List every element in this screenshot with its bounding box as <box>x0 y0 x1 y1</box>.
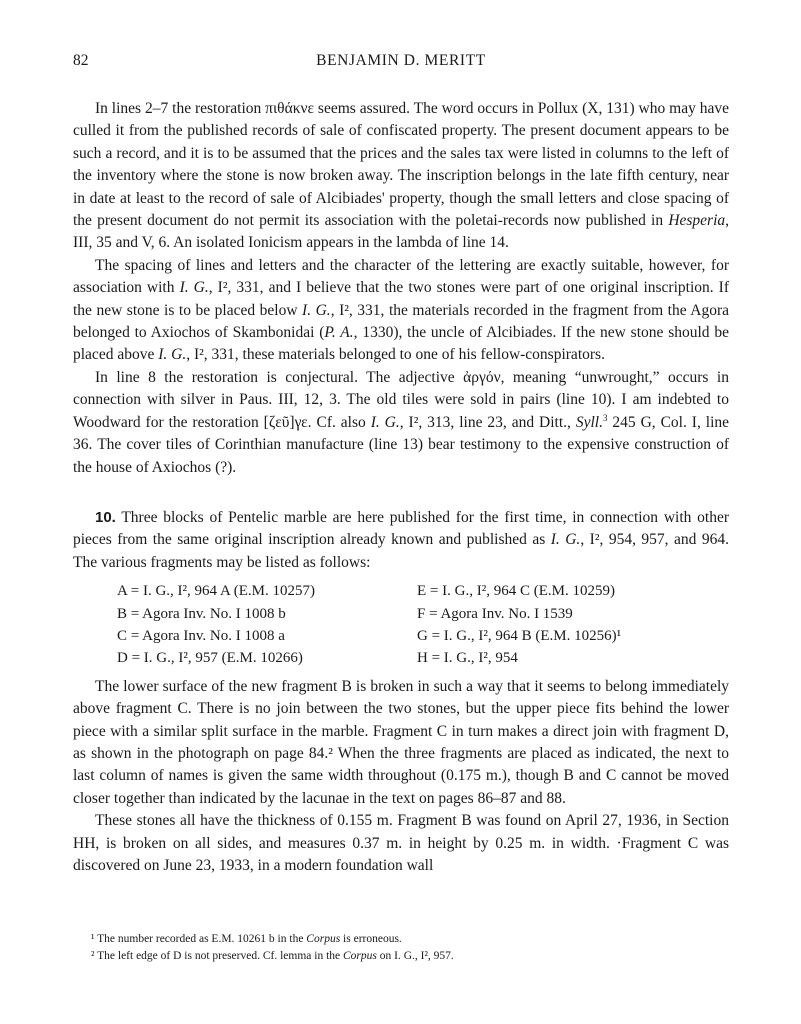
page-number: 82 <box>73 52 89 69</box>
journal-title: Hesperia <box>668 212 726 230</box>
paragraph-1: In lines 2–7 the restoration πιθάκνε seems assured. The word occurs in Pollux (X, 131) who may have culled it from the published records of sale of confiscated property. The present document appears to be such a record, and it is to be assumed that the prices and the sales tax were listed in columns to the left of the inventory where the stone is now broken away. The inscription belongs in the late fifth century, near in date at least to the record of sale of Alcibiades' property, though the small letters and close spacing of the present document do not permit its association with the poletai-records now published in Hesperia, III, 35 and V, 6. An isolated Ionicism appears in the lambda of line 14. <box>73 100 730 252</box>
footnotes <box>73 931 729 965</box>
paragraph-2: The spacing of lines and letters and the character of the lettering are exactly suitable, however, for association with I. G., I², 331, and I believe that the two stones were part of one original inscription. If the new stone is to be placed below I. G., I², 331, the materials recorded in the fragment from the Agora belonged to Axiochos of Skambonidai (P. A., 1330), the uncle of Alcibiades. If the new stone should be placed above I. G., I², 331, these materials belonged to one of his fellow-conspirators. <box>73 256 730 364</box>
paragraph-section-10: 10. Three blocks of Pentelic marble are here published for the first time, in connection with other pieces from the same original inscription already known and published as I. G., I², 954, 957, and 964. The various fragments may be listed as follows: <box>73 508 729 571</box>
paragraph-3: In line 8 the restoration is conjectural. The adjective ἀργόν, meaning “unwrought,” occurs in connection with silver in Paus. III, 12, 3. The old tiles were sold in pairs (line 10). I am indebted to Woodward for the restoration [ζεῦ]γε. Cf. also I. G., I², 313, line 23, and Ditt., Syll.$^3$ 245 G, Col. I, line 36. The cover tiles of Corinthian manufacture (line 13) bear testimony to the expensive construction of the house of Axiochos (?). <box>73 368 730 476</box>
fragment-g: G = I. G., I², 964 B (E.M. 10256)¹ <box>417 627 622 644</box>
section-number: 10. <box>95 508 116 526</box>
fragment-d: D = I. G., I², 957 (E.M. 10266) <box>117 650 303 667</box>
running-head: BENJAMIN D. MERITT <box>316 52 486 69</box>
paragraph-6: These stones all have the thickness of 0.155 m. Fragment B was found on April 27, 1936, in Section HH, is broken on all sides, and measures 0.37 m. in height by 0.25 m. in width. ·Fragment C was discovered on June 23, 1933, in a modern foundation wall <box>73 812 729 874</box>
body-text <box>73 98 729 877</box>
page-header <box>73 52 729 76</box>
fragment-h: H = I. G., I², 954 <box>417 650 518 667</box>
fragment-f: F = Agora Inv. No. I 1539 <box>417 605 573 622</box>
page <box>73 52 729 877</box>
fragment-list <box>117 580 729 670</box>
fragment-a: A = I. G., I², 964 A (E.M. 10257) <box>117 583 315 600</box>
footnote-2: ² The left edge of D is not preserved. Cf. lemma in the Corpus on I. G., I², 957. <box>91 950 454 962</box>
footnote-1: ¹ The number recorded as E.M. 10261 b in the Corpus is erroneous. <box>91 933 402 945</box>
paragraph-5: The lower surface of the new fragment B is broken in such a way that it seems to belong immediately above fragment C. There is no join between the two stones, but the upper piece fits behind the lower piece with a similar split surface in the marble. Fragment C in turn makes a direct join with fragment D, as shown in the photograph on page 84.² When the three fragments are placed as indicated, the next to last column of names is given the same width throughout (0.175 m.), though B and C cannot be moved closer together than indicated by the lacunae in the text on pages 86–87 and 88. <box>73 677 729 807</box>
fragment-e: E = I. G., I², 964 C (E.M. 10259) <box>417 583 615 600</box>
fragment-b: B = Agora Inv. No. I 1008 b <box>117 605 286 622</box>
fragment-c: C = Agora Inv. No. I 1008 a <box>117 627 285 644</box>
